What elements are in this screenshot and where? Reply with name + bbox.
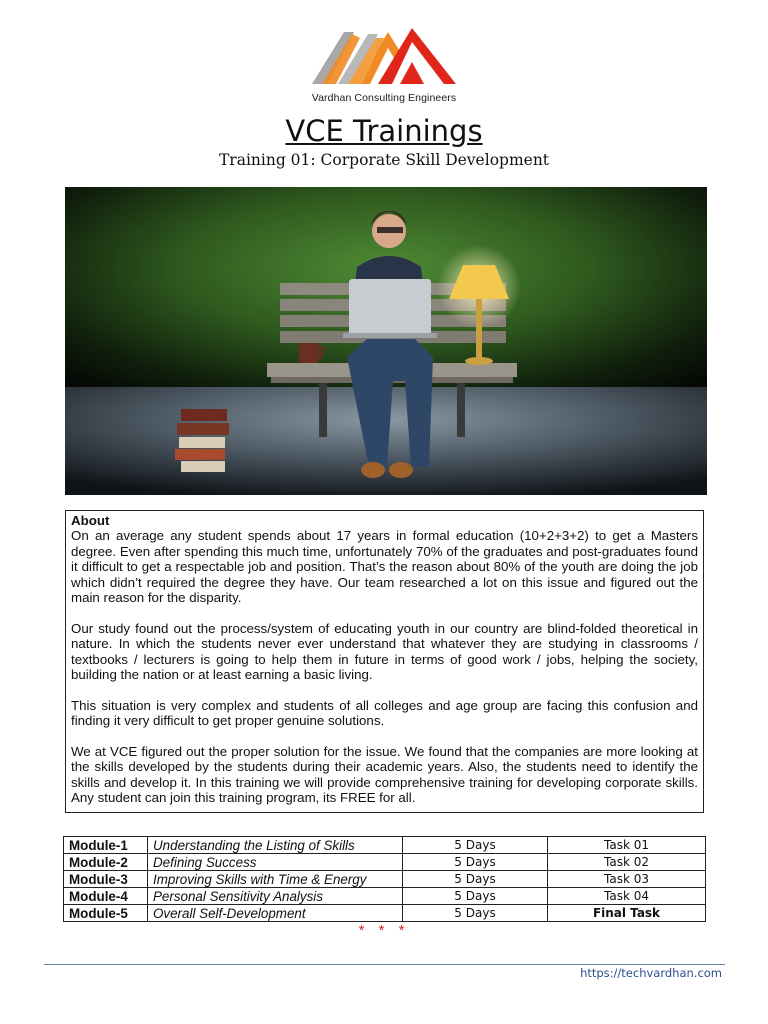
about-paragraph: Our study found out the process/system of educating youth in our country are blind-folded theoretical in nature. In which the students never ever understand that whatever they are studying in classrooms / textbooks / lecturers is going to help them in future in terms of good work / jobs, helping the society, building the nation or at least earning a basic living. xyxy=(71,620,698,683)
table-row xyxy=(64,905,706,922)
module-title: Defining Success xyxy=(148,854,403,871)
table-row xyxy=(64,837,706,854)
module-id: Module-1 xyxy=(64,837,148,854)
module-id: Module-2 xyxy=(64,854,148,871)
man-with-laptop-illustration xyxy=(65,187,707,495)
module-task: Task 03 xyxy=(548,871,706,888)
module-duration: 5 Days xyxy=(403,854,548,871)
hero-photo xyxy=(65,187,707,495)
module-task: Task 01 xyxy=(548,837,706,854)
about-paragraph: On an average any student spends about 17 years in formal education (10+2+3+2) to get a Masters degree. Even after spending this much time, unfortunately 70% of the graduates and post-graduates found it difficult to get a respectable job and position. That’s the reason about 80% of the youth are doing the job which didn’t required the degree they have. Our team researched a lot on this issue and figured out the main reason for the disparity. xyxy=(71,528,698,606)
module-title: Overall Self-Development xyxy=(148,905,403,922)
module-duration: 5 Days xyxy=(403,837,548,854)
table-row xyxy=(64,871,706,888)
about-paragraph: We at VCE figured out the proper solution for the issue. We found that the companies are more looking at the skills developed by the students during their academic years. Also, the students need to identify the skills and develop it. In this training we will provide comprehensive training for developing corporate skills. Any student can join this training program, its FREE for all. xyxy=(71,744,698,806)
logo-company-name: Vardhan Consulting Engineers xyxy=(311,92,457,104)
module-task: Task 02 xyxy=(548,854,706,871)
footer-url-link[interactable]: https://techvardhan.com xyxy=(580,966,722,980)
module-id: Module-3 xyxy=(64,871,148,888)
page-title: VCE Trainings xyxy=(285,114,483,148)
module-title: Personal Sensitivity Analysis xyxy=(148,888,403,905)
table-row xyxy=(64,888,706,905)
page-subtitle: Training 01: Corporate Skill Development xyxy=(218,151,550,169)
module-title: Improving Skills with Time & Energy xyxy=(148,871,403,888)
module-id: Module-5 xyxy=(64,905,148,922)
module-id: Module-4 xyxy=(64,888,148,905)
company-logo xyxy=(308,24,460,108)
about-paragraph: This situation is very complex and students of all colleges and age group are facing this confusion and finding it very difficult to get proper genuine solutions. xyxy=(71,697,698,729)
modules-table xyxy=(63,836,706,922)
module-duration: 5 Days xyxy=(403,888,548,905)
table-row xyxy=(64,854,706,871)
about-section xyxy=(65,510,704,813)
section-separator: * * * xyxy=(358,922,410,939)
module-task: Final Task xyxy=(548,905,706,922)
about-heading: About xyxy=(71,513,110,528)
module-task: Task 04 xyxy=(548,888,706,905)
logo-mountains-icon xyxy=(308,24,460,90)
footer-divider xyxy=(44,964,725,965)
module-duration: 5 Days xyxy=(403,905,548,922)
module-duration: 5 Days xyxy=(403,871,548,888)
module-title: Understanding the Listing of Skills xyxy=(148,837,403,854)
